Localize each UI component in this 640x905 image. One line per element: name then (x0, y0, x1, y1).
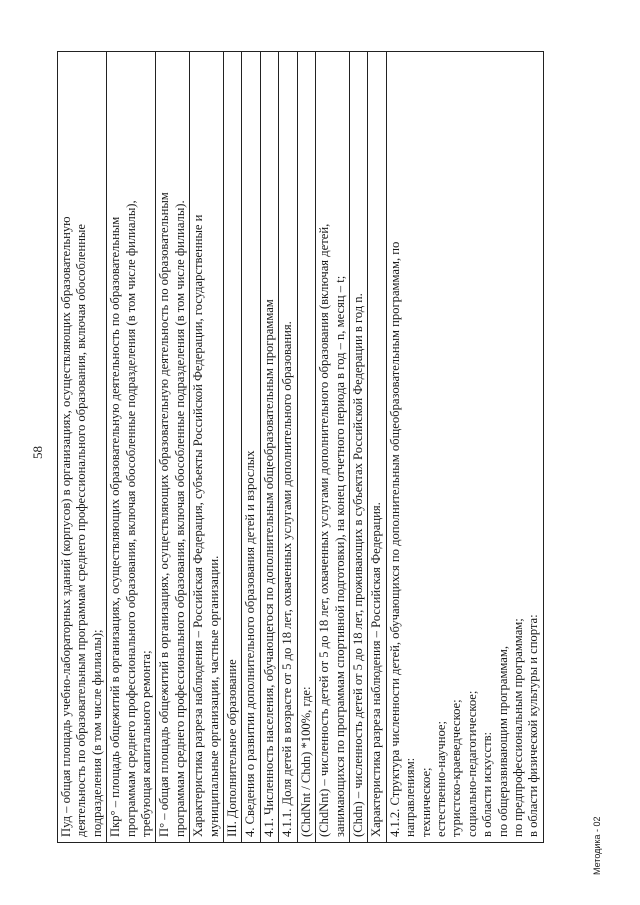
text-line: социально-педагогическое; (464, 690, 479, 837)
text-line: 4.1.2. Структура численности детей, обучающихся по дополнительным общеобразовательным программам, по (387, 241, 402, 837)
text-line: в области искусств: (480, 731, 495, 837)
text-line: естественно-научное; (433, 720, 448, 837)
section-heading-row (224, 52, 242, 842)
table-row (350, 52, 368, 842)
table-row (261, 52, 279, 842)
formula-row (298, 52, 316, 842)
text-line: П° – общая площадь общежитий в организациях, осуществляющих образовательную деятельность по образовательным (157, 192, 172, 837)
text-line: программам среднего профессионального образования, включая обособленные подразделения (в том числе филиалы), (123, 200, 138, 837)
text-line: (ChdNnt) – численность детей от 5 до 18 лет, охваченных услугами дополнительного образования (включая детей, (317, 223, 332, 837)
footer-note: Методика - 02 (592, 816, 602, 875)
text-line: муниципальные организации, частные организации. (206, 555, 221, 837)
text-line: занимающихся по программам спортивной подготовки), на конец отчетного периода в год – n, месяц – t; (332, 275, 347, 837)
text-line: деятельность по образовательным программам среднего профессионального образования, включая обособленные (74, 224, 89, 837)
section-heading: III. Дополнительное образование (225, 659, 240, 837)
text-line: программам среднего профессионального образования, включая обособленные подразделения (в том числе филиалы). (172, 200, 187, 837)
table-row (368, 52, 386, 842)
table-row (387, 52, 543, 842)
text-line: техническое; (418, 767, 433, 837)
text-line: по общеразвивающим программам, (495, 645, 510, 837)
table-row (107, 52, 156, 842)
text-line: 4.1.1. Доля детей в возрасте от 5 до 18 лет, охваченных услугами дополнительного образования. (280, 321, 295, 837)
text-line: Характеристика разреза наблюдения – Российская Федерация. (369, 502, 384, 837)
table-row (242, 52, 260, 842)
text-line: Характеристика разреза наблюдения – Российская Федерация, субъекты Российской Федерации, государственные и (191, 214, 206, 837)
text-line: 4.1. Численность населения, обучающегося по дополнительным общеобразовательным программам (261, 299, 276, 837)
text-line: подразделения (в том числе филиалы); (89, 629, 104, 837)
methodology-table (57, 51, 544, 843)
table-row (316, 52, 350, 842)
text-line: требующая капитального ремонта; (139, 650, 154, 837)
text-line: по предпрофессиональным программам; (510, 618, 525, 837)
table-row (58, 52, 107, 842)
text-line: 4. Сведения о развитии дополнительного образования детей и взрослых (243, 450, 258, 837)
text-line: в области физической культуры и спорта: (526, 614, 541, 837)
table-row (156, 52, 190, 842)
formula-line: (ChdNnt / Chdn) *100%, где: (298, 686, 313, 837)
text-line: Пуд – общая площадь учебно-лабораторных зданий (корпусов) в организациях, осуществляющих образовательную (59, 216, 73, 837)
text-line: Пкр° – площадь общежитий в организациях, осуществляющих образовательную деятельность по образовательным (108, 216, 123, 837)
text-line: туристско-краеведческое; (449, 699, 464, 837)
text-line: (Chdn) – численность детей от 5 до 18 лет, проживающих в субъектах Российской Федерации в год n. (350, 293, 365, 837)
page-number: 58 (30, 446, 45, 459)
table-row (279, 52, 297, 842)
table-row (190, 52, 224, 842)
text-line: направлениям: (403, 757, 418, 837)
